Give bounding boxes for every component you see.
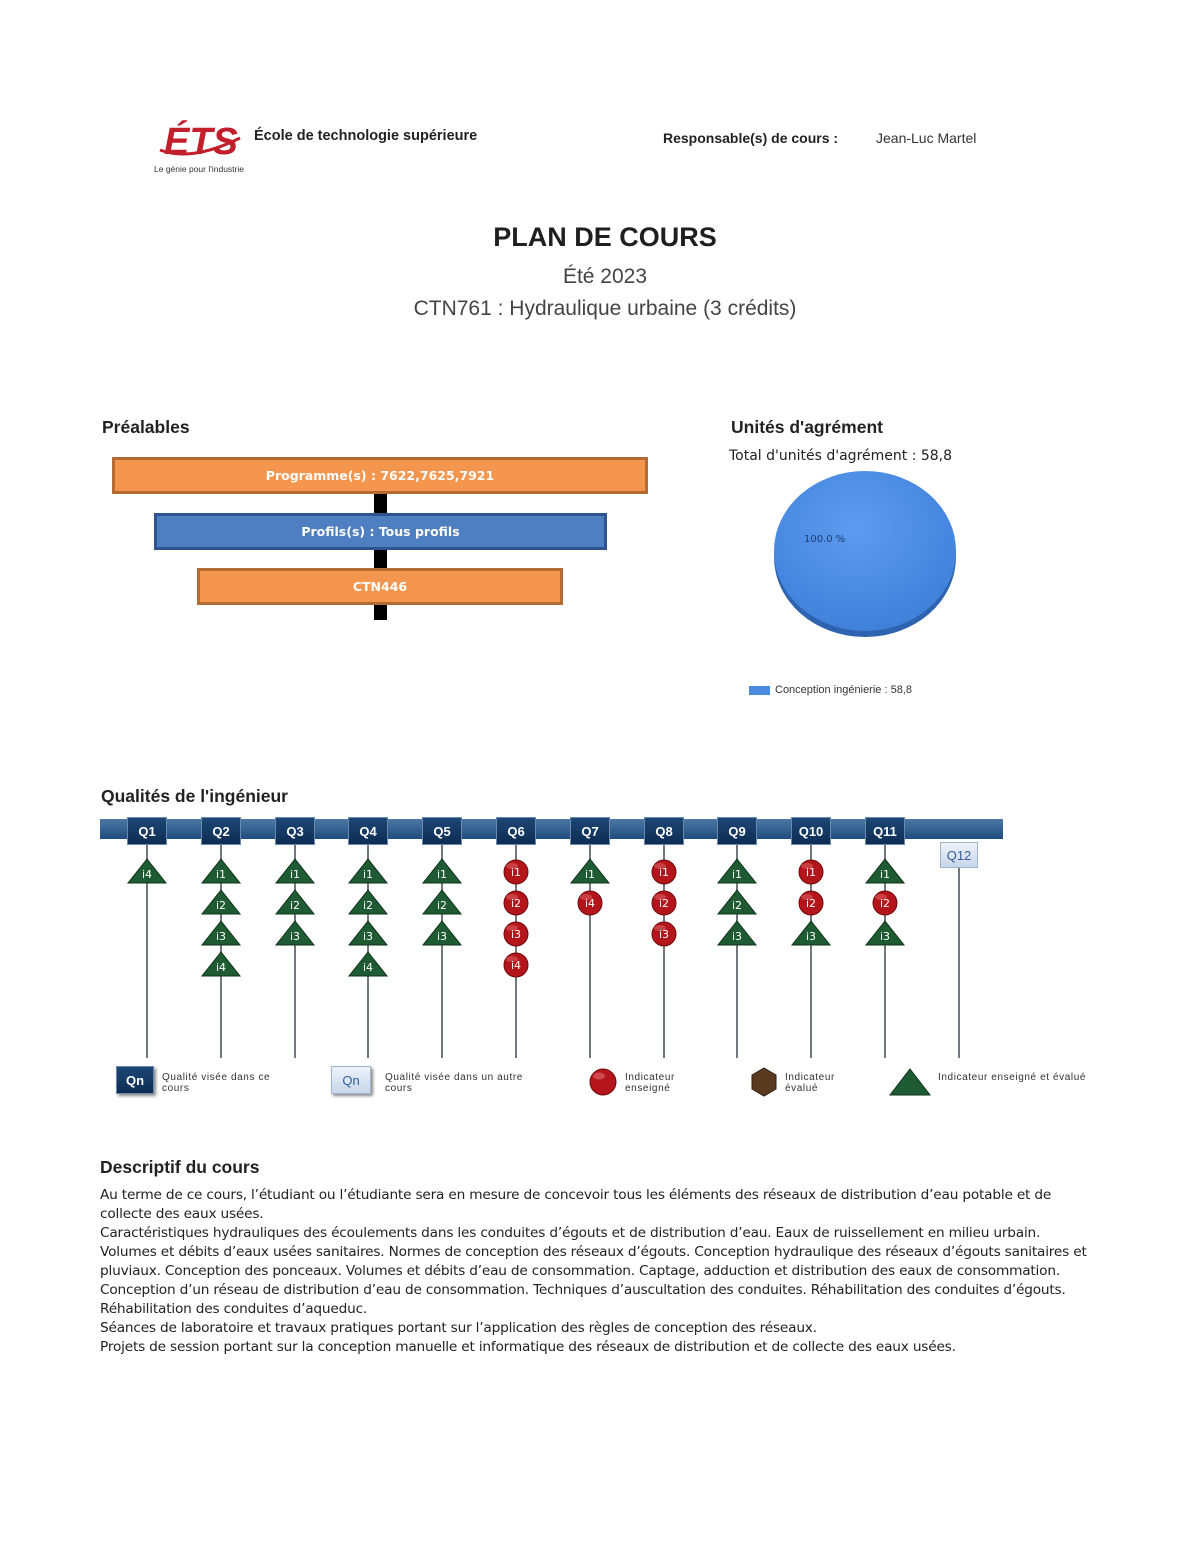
indicator-label: i3 bbox=[805, 930, 817, 943]
indicator-label: i1 bbox=[879, 868, 891, 881]
indicator-taught-evaluated-icon bbox=[420, 918, 464, 948]
indicator-label: i2 bbox=[289, 899, 301, 912]
indicator-label: i3 bbox=[289, 930, 301, 943]
legend-taught-evaluated-label: Indicateur enseigné et évalué bbox=[938, 1072, 1087, 1083]
indicator-label: i1 bbox=[362, 868, 374, 881]
description-paragraph: Au terme de ce cours, l’étudiant ou l’étudiante sera en mesure de concevoir tous les éléments des réseaux de distribution d’eau potable et de collecte des eaux usées. bbox=[100, 1187, 1052, 1222]
indicator-label: i1 bbox=[436, 868, 448, 881]
indicator-taught-evaluated-icon bbox=[715, 918, 759, 948]
ets-logo bbox=[152, 112, 252, 176]
indicator-taught-icon bbox=[494, 856, 538, 886]
pie-slice bbox=[774, 471, 956, 631]
indicator-label: i2 bbox=[510, 897, 522, 910]
prerequisites-heading: Préalables bbox=[102, 417, 190, 437]
responsible-name: Jean-Luc Martel bbox=[876, 130, 977, 146]
indicator-taught-evaluated-icon bbox=[863, 918, 907, 948]
accreditation-total: Total d'unités d'agrément : 58,8 bbox=[729, 448, 953, 464]
legend-taught-evaluated-triangle-icon bbox=[888, 1067, 932, 1097]
indicator-label: i1 bbox=[584, 868, 596, 881]
course-title: CTN761 : Hydraulique urbaine (3 crédits) bbox=[413, 297, 797, 320]
quality-tab-q8: Q8 bbox=[644, 817, 684, 845]
legend-qn-other-course: Qn bbox=[331, 1066, 371, 1094]
quality-tab-q9: Q9 bbox=[717, 817, 757, 845]
indicator-label: i2 bbox=[362, 899, 374, 912]
indicator-taught-icon bbox=[789, 856, 833, 886]
description-paragraph: Caractéristiques hydrauliques des écoulements dans les conduites d’égouts et de distribution d’eau. Eaux de ruissellement en milieu urbain. Volumes et débits d’eaux usées sanitaires. Normes de conception des réseaux d’égouts. Conception hydraulique des réseaux d’égouts sanitaires et pluviaux. Conception des ponceaux. Volumes et débits d’eau de consommation. Captage, adduction et distribution des eaux de consommation. Conception d’un réseau de distribution d’eau de consommation. Techniques d’auscultation des conduites. Réhabilitation des conduites d’égouts. Réhabilitation des conduites d’aqueduc. bbox=[100, 1225, 1087, 1317]
indicator-taught-evaluated-icon bbox=[346, 949, 390, 979]
legend-other-course-label: Qualité visée dans un autre cours bbox=[385, 1072, 523, 1094]
quality-tab-q3: Q3 bbox=[275, 817, 315, 845]
indicator-label: i4 bbox=[510, 959, 522, 972]
indicator-label: i1 bbox=[731, 868, 743, 881]
prerequisite-course: CTN446 bbox=[197, 568, 563, 605]
indicator-label: i2 bbox=[658, 897, 670, 910]
indicator-taught-evaluated-icon bbox=[273, 887, 317, 917]
indicator-label: i4 bbox=[141, 868, 153, 881]
pie-legend-label: Conception ingénierie : 58,8 bbox=[775, 684, 912, 696]
indicator-taught-evaluated-icon bbox=[199, 918, 243, 948]
legend-qn-in-course: Qn bbox=[116, 1066, 154, 1094]
quality-tab-q6: Q6 bbox=[496, 817, 536, 845]
pie-slice-label: 100.0 % bbox=[804, 534, 846, 545]
accreditation-pie-chart bbox=[740, 470, 1000, 660]
indicator-taught-evaluated-icon bbox=[199, 856, 243, 886]
indicator-taught-icon bbox=[494, 949, 538, 979]
indicator-label: i3 bbox=[436, 930, 448, 943]
indicator-taught-evaluated-icon bbox=[346, 918, 390, 948]
indicator-label: i2 bbox=[805, 897, 817, 910]
course-term: Été 2023 bbox=[562, 265, 648, 288]
legend-evaluated-hexagon-icon bbox=[749, 1067, 779, 1097]
indicator-taught-evaluated-icon bbox=[346, 887, 390, 917]
responsible-label: Responsable(s) de cours : bbox=[663, 130, 839, 146]
legend-taught-label: Indicateur enseigné bbox=[625, 1072, 675, 1094]
svg-text:Le génie pour l'industrie: Le génie pour l'industrie bbox=[154, 164, 244, 174]
indicator-taught-evaluated-icon bbox=[420, 887, 464, 917]
quality-tab-q5: Q5 bbox=[422, 817, 462, 845]
indicator-taught-evaluated-icon bbox=[125, 856, 169, 886]
indicator-label: i3 bbox=[510, 928, 522, 941]
prerequisite-program: Programme(s) : 7622,7625,7921 bbox=[112, 457, 648, 494]
indicator-label: i3 bbox=[362, 930, 374, 943]
indicator-label: i4 bbox=[584, 897, 596, 910]
indicator-taught-icon bbox=[642, 918, 686, 948]
indicator-label: i4 bbox=[362, 961, 374, 974]
indicator-taught-evaluated-icon bbox=[715, 887, 759, 917]
pie-legend-swatch bbox=[749, 686, 770, 695]
description-paragraph: Projets de session portant sur la conception manuelle et informatique des réseaux de distribution et de collecte des eaux usées. bbox=[100, 1339, 956, 1355]
quality-line bbox=[958, 868, 960, 1058]
indicator-label: i1 bbox=[289, 868, 301, 881]
page-title: PLAN DE COURS bbox=[493, 222, 717, 252]
indicator-taught-evaluated-icon bbox=[199, 887, 243, 917]
quality-tab-q12: Q12 bbox=[940, 842, 978, 868]
indicator-taught-evaluated-icon bbox=[789, 918, 833, 948]
indicator-label: i3 bbox=[658, 928, 670, 941]
indicator-label: i3 bbox=[731, 930, 743, 943]
indicator-taught-evaluated-icon bbox=[863, 856, 907, 886]
indicator-label: i3 bbox=[879, 930, 891, 943]
indicator-taught-evaluated-icon bbox=[199, 949, 243, 979]
svg-text:ÉTS: ÉTS bbox=[164, 121, 238, 163]
indicator-taught-evaluated-icon bbox=[715, 856, 759, 886]
indicator-label: i2 bbox=[215, 899, 227, 912]
indicator-taught-evaluated-icon bbox=[346, 856, 390, 886]
quality-tab-q1: Q1 bbox=[127, 817, 167, 845]
indicator-taught-icon bbox=[642, 887, 686, 917]
quality-tab-q2: Q2 bbox=[201, 817, 241, 845]
quality-tab-q11: Q11 bbox=[865, 817, 905, 845]
description-heading: Descriptif du cours bbox=[100, 1157, 260, 1177]
indicator-label: i1 bbox=[658, 866, 670, 879]
indicator-label: i3 bbox=[215, 930, 227, 943]
indicator-label: i4 bbox=[215, 961, 227, 974]
quality-tab-q4: Q4 bbox=[348, 817, 388, 845]
legend-taught-circle-icon bbox=[589, 1067, 619, 1097]
quality-tab-q7: Q7 bbox=[570, 817, 610, 845]
indicator-label: i1 bbox=[510, 866, 522, 879]
prerequisite-profile: Profils(s) : Tous profils bbox=[154, 513, 607, 550]
indicator-taught-evaluated-icon bbox=[568, 856, 612, 886]
indicator-label: i2 bbox=[436, 899, 448, 912]
indicator-taught-icon bbox=[789, 887, 833, 917]
legend-in-course-label: Qualité visée dans ce cours bbox=[162, 1072, 271, 1094]
indicator-taught-icon bbox=[568, 887, 612, 917]
course-description bbox=[100, 1186, 1100, 1357]
qualities-heading: Qualités de l'ingénieur bbox=[101, 786, 288, 806]
indicator-label: i2 bbox=[879, 897, 891, 910]
indicator-taught-icon bbox=[494, 887, 538, 917]
indicator-taught-evaluated-icon bbox=[273, 856, 317, 886]
ets-logo-mark bbox=[152, 112, 252, 176]
indicator-taught-evaluated-icon bbox=[273, 918, 317, 948]
legend-evaluated-label: Indicateur évalué bbox=[785, 1072, 835, 1094]
indicator-taught-icon bbox=[494, 918, 538, 948]
accreditation-heading: Unités d'agrément bbox=[731, 417, 883, 437]
quality-tab-q10: Q10 bbox=[791, 817, 831, 845]
indicator-label: i1 bbox=[215, 868, 227, 881]
school-name: École de technologie supérieure bbox=[254, 128, 478, 144]
indicator-taught-icon bbox=[863, 887, 907, 917]
indicator-taught-evaluated-icon bbox=[420, 856, 464, 886]
indicator-label: i1 bbox=[805, 866, 817, 879]
indicator-taught-icon bbox=[642, 856, 686, 886]
description-paragraph: Séances de laboratoire et travaux pratiques portant sur l’application des règles de conception des réseaux. bbox=[100, 1320, 817, 1336]
indicator-label: i2 bbox=[731, 899, 743, 912]
